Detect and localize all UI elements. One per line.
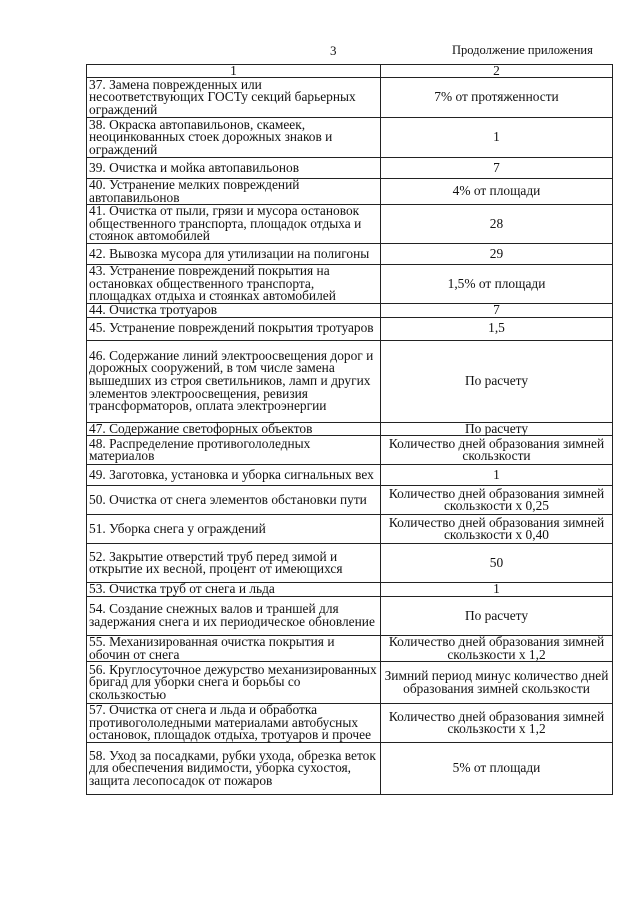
- work-value: Количество дней образования зимней скользкости х 1,2: [381, 635, 613, 661]
- table-row: [87, 544, 613, 583]
- work-value: Количество дней образования зимней скользкости: [381, 436, 613, 465]
- work-description: 37. Замена поврежденных или несоответствующих ГОСТу секций барьерных ограждений: [87, 78, 381, 118]
- work-description: 47. Содержание светофорных объектов: [87, 422, 381, 436]
- table-row: [87, 422, 613, 436]
- work-description: 44. Очистка тротуаров: [87, 304, 381, 318]
- work-description: 43. Устранение повреждений покрытия на остановках общественного транспорта, площадках отдыха и стоянках автомобилей: [87, 265, 381, 304]
- work-value: 5% от площади: [381, 743, 613, 795]
- work-value: 50: [381, 544, 613, 583]
- table-row: [87, 583, 613, 597]
- table-row: [87, 436, 613, 465]
- work-description: 45. Устранение повреждений покрытия тротуаров: [87, 317, 381, 340]
- table-row: [87, 179, 613, 205]
- work-value: По расчету: [381, 422, 613, 436]
- table-row: [87, 118, 613, 158]
- table-row: [87, 486, 613, 515]
- work-value: 1,5: [381, 317, 613, 340]
- work-value: По расчету: [381, 596, 613, 635]
- work-value: 29: [381, 244, 613, 265]
- work-value: 1: [381, 118, 613, 158]
- work-description: 57. Очистка от снега и льда и обработка противогололедными материалами автобусных остановок, площадок отдыха, тротуаров и прочее: [87, 704, 381, 743]
- norms-table: [86, 64, 613, 795]
- work-description: 48. Распределение противогололедных материалов: [87, 436, 381, 465]
- work-value: Количество дней образования зимней скользкости х 0,25: [381, 486, 613, 515]
- table-row: [87, 158, 613, 179]
- column-header-1: 1: [87, 65, 381, 78]
- work-description: 38. Окраска автопавильонов, скамеек, неоцинкованных стоек дорожных знаков и ограждений: [87, 118, 381, 158]
- work-value: По расчету: [381, 340, 613, 422]
- work-description: 53. Очистка труб от снега и льда: [87, 583, 381, 597]
- work-value: Зимний период минус количество дней образования зимней скользкости: [381, 662, 613, 704]
- work-value: 7% от протяженности: [381, 78, 613, 118]
- table-row: [87, 265, 613, 304]
- work-description: 49. Заготовка, установка и уборка сигнальных вех: [87, 465, 381, 486]
- work-description: 52. Закрытие отверстий труб перед зимой и открытие их весной, процент от имеющихся: [87, 544, 381, 583]
- table-row: [87, 340, 613, 422]
- table-header-row: [87, 65, 613, 78]
- column-header-2: 2: [381, 65, 613, 78]
- table-row: [87, 78, 613, 118]
- table-row: [87, 317, 613, 340]
- work-value: 7: [381, 158, 613, 179]
- table-row: [87, 304, 613, 318]
- work-description: 39. Очистка и мойка автопавильонов: [87, 158, 381, 179]
- work-value: 1: [381, 465, 613, 486]
- work-description: 40. Устранение мелких повреждений автопавильонов: [87, 179, 381, 205]
- work-value: 7: [381, 304, 613, 318]
- work-description: 42. Вывозка мусора для утилизации на полигоны: [87, 244, 381, 265]
- table-row: [87, 596, 613, 635]
- work-value: Количество дней образования зимней скользкости х 0,40: [381, 515, 613, 544]
- work-description: 51. Уборка снега у ограждений: [87, 515, 381, 544]
- work-description: 58. Уход за посадками, рубки ухода, обрезка веток для обеспечения видимости, уборка сухостоя, защита лесопосадок от пожаров: [87, 743, 381, 795]
- work-value: 28: [381, 205, 613, 244]
- work-description: 54. Создание снежных валов и траншей для задержания снега и их периодическое обновление: [87, 596, 381, 635]
- table-row: [87, 635, 613, 661]
- work-value: 4% от площади: [381, 179, 613, 205]
- table-row: [87, 704, 613, 743]
- work-description: 46. Содержание линий электроосвещения дорог и дорожных сооружений, в том числе замена вышедших из строя светильников, ламп и других элементов электроосвещения, ревизия трансформаторов, оплата электроэнергии: [87, 340, 381, 422]
- page-number: 3: [330, 43, 337, 58]
- work-description: 56. Круглосуточное дежурство механизированных бригад для уборки снега и борьбы со скользкостью: [87, 662, 381, 704]
- work-description: 50. Очистка от снега элементов обстановки пути: [87, 486, 381, 515]
- table-row: [87, 244, 613, 265]
- table-row: [87, 743, 613, 795]
- table-row: [87, 662, 613, 704]
- continuation-note: Продолжение приложения: [452, 43, 593, 57]
- work-value: Количество дней образования зимней скользкости х 1,2: [381, 704, 613, 743]
- work-value: 1,5% от площади: [381, 265, 613, 304]
- work-value: 1: [381, 583, 613, 597]
- work-description: 55. Механизированная очистка покрытия и обочин от снега: [87, 635, 381, 661]
- work-description: 41. Очистка от пыли, грязи и мусора остановок общественного транспорта, площадок отдыха и стоянок автомобилей: [87, 205, 381, 244]
- table-row: [87, 465, 613, 486]
- table-row: [87, 205, 613, 244]
- table-row: [87, 515, 613, 544]
